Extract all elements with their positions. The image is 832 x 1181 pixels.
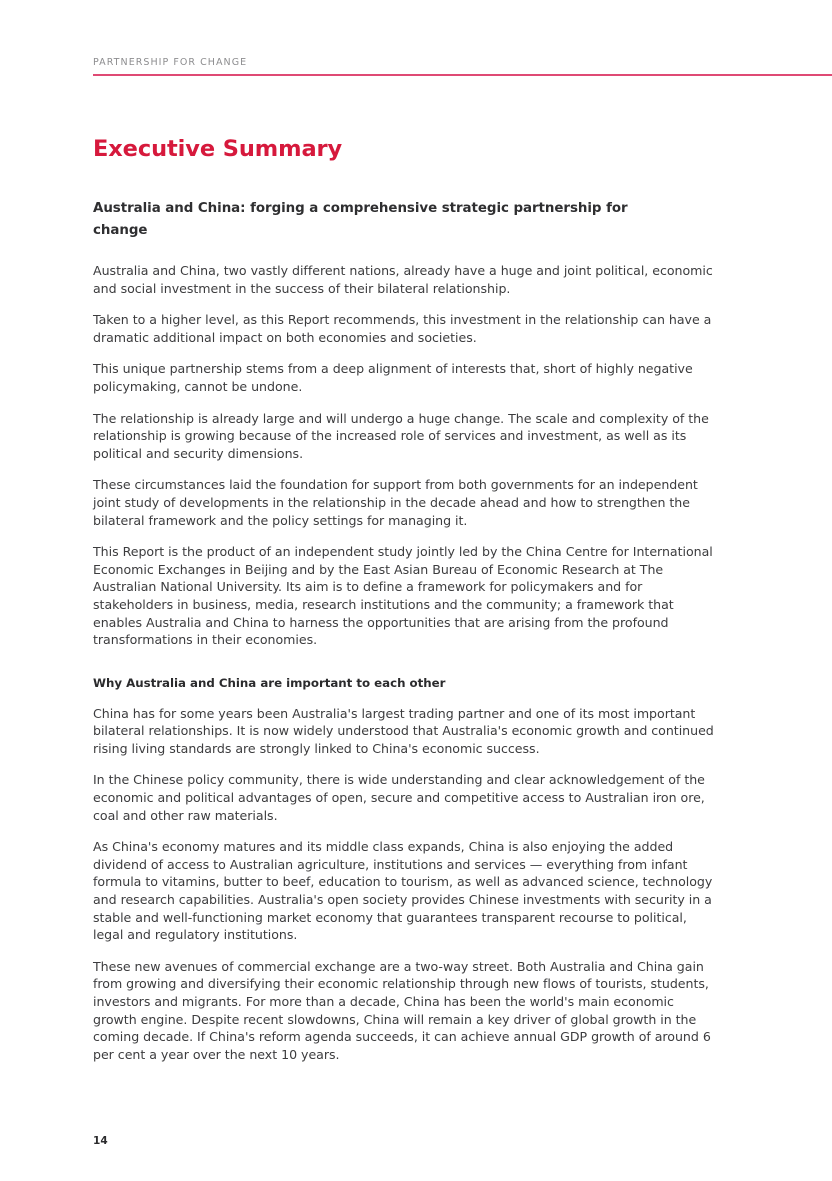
section-heading-why-important: Why Australia and China are important to each other <box>93 675 446 690</box>
page-content <box>93 136 717 1063</box>
paragraph: As China's economy matures and its middle class expands, China is also enjoying the added dividend of access to Australian agriculture, institutions and services — everything from infant formula to vitamins, butter to beef, education to tourism, as well as advanced science, technology and research capabilities. Australia's open society provides Chinese investments with security in a stable and well-functioning market economy that guarantees transparent recourse to political, legal and regulatory institutions. <box>93 839 713 943</box>
section-subtitle: Australia and China: forging a comprehensive strategic partnership for change <box>93 201 628 238</box>
paragraph: These circumstances laid the foundation for support from both governments for an independent joint study of developments in the relationship in the decade ahead and how to strengthen the bilateral framework and the policy settings for managing it. <box>93 477 698 528</box>
paragraph: In the Chinese policy community, there is wide understanding and clear acknowledgement of the economic and political advantages of open, secure and competitive access to Australian iron ore, coal and other raw materials. <box>93 772 705 823</box>
running-header <box>93 56 832 69</box>
running-header-title: PARTNERSHIP FOR CHANGE <box>93 57 248 68</box>
paragraph: These new avenues of commercial exchange are a two-way street. Both Australia and China gain from growing and diversifying their economic relationship through new flows of tourists, students, investors and migrants. For more than a decade, China has been the world's main economic growth engine. Despite recent slowdowns, China will remain a key driver of global growth in the coming decade. If China's reform agenda succeeds, it can achieve annual GDP growth of around 6 per cent a year over the next 10 years. <box>93 958 711 1062</box>
header-rule-divider <box>93 74 832 76</box>
paragraph: Australia and China, two vastly different nations, already have a huge and joint political, economic and social investment in the success of their bilateral relationship. <box>93 263 713 296</box>
paragraph: Taken to a higher level, as this Report recommends, this investment in the relationship can have a dramatic additional impact on both economies and societies. <box>93 312 712 345</box>
paragraph: China has for some years been Australia's largest trading partner and one of its most important bilateral relationships. It is now widely understood that Australia's economic growth and continued rising living standards are strongly linked to China's economic success. <box>93 705 714 756</box>
paragraph: This unique partnership stems from a deep alignment of interests that, short of highly negative policymaking, cannot be undone. <box>93 361 693 394</box>
paragraph: The relationship is already large and will undergo a huge change. The scale and complexity of the relationship is growing because of the increased role of services and investment, as well as its political and security dimensions. <box>93 410 709 461</box>
paragraph: This Report is the product of an independent study jointly led by the China Centre for International Economic Exchanges in Beijing and by the East Asian Bureau of Economic Research at The Australian National University. Its aim is to define a framework for policymakers and for stakeholders in business, media, research institutions and the community; a framework that enables Australia and China to harness the opportunities that are arising from the profound transformations in their economies. <box>93 544 713 648</box>
page-title: Executive Summary <box>93 136 343 162</box>
page-number: 14 <box>93 1135 108 1147</box>
